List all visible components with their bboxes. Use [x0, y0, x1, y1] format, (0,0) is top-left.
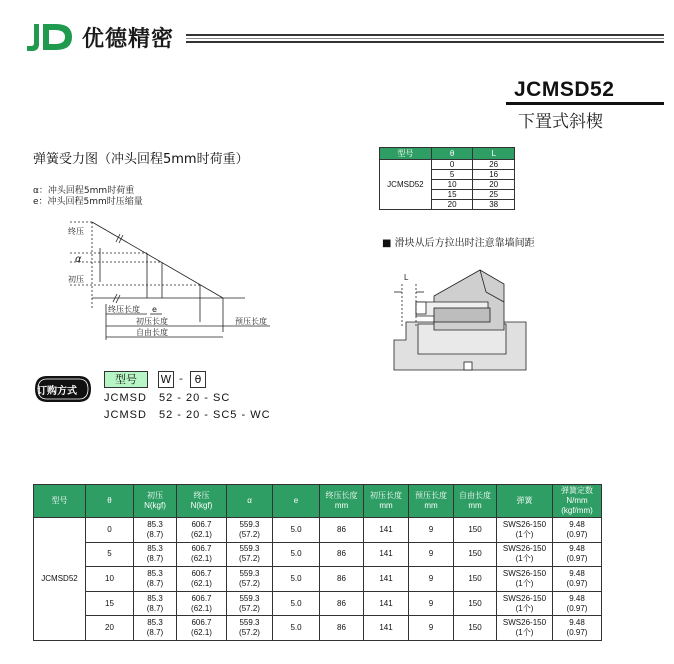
header-l: L [473, 148, 515, 160]
spec-cell-spring: SWS26-150 (1个) [497, 567, 553, 592]
label-alpha: α [75, 254, 82, 265]
spec-header-cell: 初压 N(kgf) [134, 485, 177, 518]
spec-cell-preload: 9 [409, 591, 454, 616]
legend-e: e：冲头回程5mm时压缩量 [33, 197, 143, 207]
theta-l-table [379, 147, 515, 210]
spec-cell-initial: 85.3 (8.7) [134, 542, 177, 567]
header-theta: θ [431, 148, 473, 160]
slide-wedge-diagram [376, 262, 536, 374]
spec-cell-e: 5.0 [273, 567, 320, 592]
l-cell: 25 [473, 190, 515, 200]
spec-header-row [34, 485, 602, 518]
product-subtitle: 下置式斜楔 [518, 112, 603, 132]
spec-cell-initial-len: 141 [364, 518, 409, 543]
spec-cell-initial: 85.3 (8.7) [134, 616, 177, 641]
spec-cell-final-len: 86 [320, 616, 364, 641]
spec-cell-free: 150 [454, 542, 497, 567]
spec-cell-initial: 85.3 (8.7) [134, 567, 177, 592]
spec-cell-initial: 85.3 (8.7) [134, 518, 177, 543]
spec-cell-constant: 9.48 (0.97) [553, 616, 602, 641]
spec-cell-spring: SWS26-150 (1个) [497, 542, 553, 567]
spec-cell-preload: 9 [409, 518, 454, 543]
label-final-length: 终压长度 [108, 305, 140, 314]
order-theta-box: θ [190, 371, 206, 388]
spec-cell-alpha: 559.3 (57.2) [227, 591, 273, 616]
slide-note: ■ 滑块从后方拉出时注意靠墙间距 [382, 238, 535, 249]
spec-cell-free: 150 [454, 567, 497, 592]
spec-cell-initial: 85.3 (8.7) [134, 591, 177, 616]
spec-cell-theta: 0 [86, 518, 134, 543]
label-final-press: 终压 [68, 227, 84, 236]
order-example-model: JCMSD [104, 409, 147, 421]
spec-cell-constant: 9.48 (0.97) [553, 542, 602, 567]
spring-diagram-title: 弹簧受力图（冲头回程5mm时荷重） [33, 152, 249, 167]
jd-logo [26, 22, 78, 52]
order-example-code: 52 - 20 - SC [159, 392, 231, 404]
spec-header-cell: e [273, 485, 320, 518]
l-cell: 20 [473, 180, 515, 190]
table-row [34, 591, 602, 616]
l-cell: 16 [473, 170, 515, 180]
label-l: L [404, 273, 409, 282]
spec-cell-final: 606.7 (62.1) [177, 542, 227, 567]
spec-cell-final-len: 86 [320, 567, 364, 592]
spec-cell-initial-len: 141 [364, 616, 409, 641]
label-initial-length: 初压长度 [136, 317, 168, 326]
spec-header-cell: 自由长度 mm [454, 485, 497, 518]
table-row [34, 518, 602, 543]
spec-cell-initial-len: 141 [364, 591, 409, 616]
model-cell: JCMSD52 [34, 518, 86, 641]
spec-cell-final: 606.7 (62.1) [177, 616, 227, 641]
spec-cell-spring: SWS26-150 (1个) [497, 518, 553, 543]
spec-cell-alpha: 559.3 (57.2) [227, 567, 273, 592]
product-model-title: JCMSD52 [514, 78, 615, 101]
spec-header-cell: 终压 N(kgf) [177, 485, 227, 518]
spec-cell-alpha: 559.3 (57.2) [227, 518, 273, 543]
label-initial-press: 初压 [68, 275, 84, 284]
spec-header-cell: 型号 [34, 485, 86, 518]
spec-header-cell: α [227, 485, 273, 518]
theta-cell: 5 [431, 170, 473, 180]
l-cell: 38 [473, 200, 515, 210]
spec-cell-theta: 5 [86, 542, 134, 567]
spec-cell-final: 606.7 (62.1) [177, 567, 227, 592]
spec-cell-constant: 9.48 (0.97) [553, 591, 602, 616]
spec-cell-alpha: 559.3 (57.2) [227, 542, 273, 567]
spec-cell-theta: 10 [86, 567, 134, 592]
spec-cell-final-len: 86 [320, 518, 364, 543]
spec-cell-final-len: 86 [320, 542, 364, 567]
spec-header-cell: 弹簧 [497, 485, 553, 518]
spec-cell-preload: 9 [409, 616, 454, 641]
spec-header-cell: 弹簧定数 N/mm (kgf/mm) [553, 485, 602, 518]
spec-cell-final-len: 86 [320, 591, 364, 616]
model-cell: JCMSD52 [380, 160, 432, 210]
order-badge-label: 订购方式 [37, 386, 77, 397]
l-cell: 26 [473, 160, 515, 170]
spec-cell-final: 606.7 (62.1) [177, 591, 227, 616]
spec-cell-alpha: 559.3 (57.2) [227, 616, 273, 641]
order-model-box: 型号 [104, 371, 148, 388]
spec-header-cell: 终压长度 mm [320, 485, 364, 518]
theta-cell: 15 [431, 190, 473, 200]
spec-cell-theta: 15 [86, 591, 134, 616]
spec-cell-theta: 20 [86, 616, 134, 641]
spec-cell-spring: SWS26-150 (1个) [497, 616, 553, 641]
spec-cell-constant: 9.48 (0.97) [553, 518, 602, 543]
order-dash: - [179, 372, 183, 385]
spec-cell-preload: 9 [409, 567, 454, 592]
spec-cell-free: 150 [454, 518, 497, 543]
table-row [34, 542, 602, 567]
order-example-code: 52 - 20 - SC5 - WC [159, 409, 271, 421]
spec-cell-e: 5.0 [273, 518, 320, 543]
spec-cell-initial-len: 141 [364, 567, 409, 592]
legend-alpha: α：冲头回程5mm时荷重 [33, 186, 135, 196]
theta-cell: 0 [431, 160, 473, 170]
force-line [92, 222, 223, 298]
theta-cell: 20 [431, 200, 473, 210]
spec-cell-preload: 9 [409, 542, 454, 567]
spec-header-cell: 初压长度 mm [364, 485, 409, 518]
spec-header-cell: 预压长度 mm [409, 485, 454, 518]
table-row [34, 567, 602, 592]
spec-cell-spring: SWS26-150 (1个) [497, 591, 553, 616]
brand-name: 优德精密 [82, 27, 175, 52]
theta-cell: 10 [431, 180, 473, 190]
order-example-model: JCMSD [104, 392, 147, 404]
spec-cell-free: 150 [454, 616, 497, 641]
spring-force-diagram [30, 210, 280, 350]
title-rule [506, 102, 664, 105]
spec-cell-constant: 9.48 (0.97) [553, 567, 602, 592]
order-w-box: W [158, 371, 174, 388]
spec-cell-e: 5.0 [273, 591, 320, 616]
spec-cell-initial-len: 141 [364, 542, 409, 567]
header-rule [186, 34, 664, 43]
table-row [34, 616, 602, 641]
label-free-length: 自由长度 [136, 328, 168, 337]
label-e: e [152, 305, 157, 314]
table-row [380, 160, 515, 170]
spec-cell-e: 5.0 [273, 542, 320, 567]
spec-cell-free: 150 [454, 591, 497, 616]
spec-cell-e: 5.0 [273, 616, 320, 641]
spec-cell-final: 606.7 (62.1) [177, 518, 227, 543]
spring-spec-table [33, 484, 602, 641]
label-preload-length: 预压长度 [235, 317, 267, 326]
header-model: 型号 [380, 148, 432, 160]
spec-header-cell: θ [86, 485, 134, 518]
